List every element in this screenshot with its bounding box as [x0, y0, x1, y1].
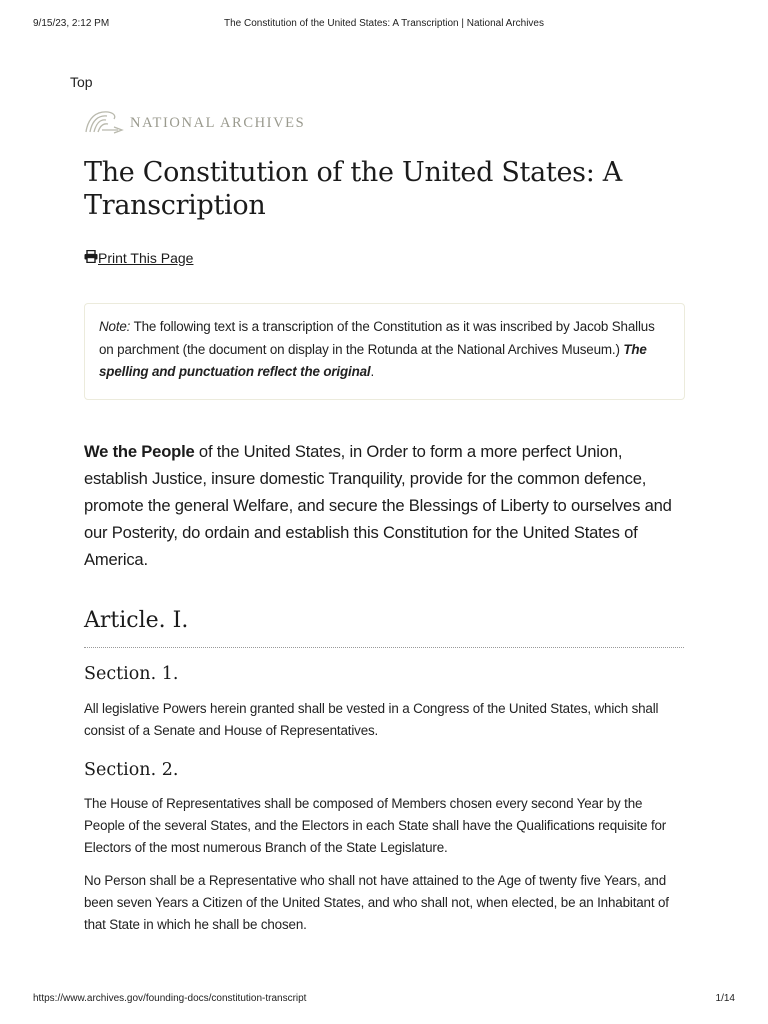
paragraph: No Person shall be a Representative who shall not have attained to the Age of twenty five Years, and been seven Years a Citizen of the United States, and who shall not, when elected, be an Inhabitant of that State in which he shall be chosen. [84, 873, 669, 932]
paragraph: The House of Representatives shall be composed of Members chosen every second Year by the People of the several States, and the Electors in each State shall have the Qualifications requisite for Electors of the most numerous Branch of the State Legislature. [84, 796, 667, 855]
preamble [84, 438, 684, 573]
print-footer-page: 1/14 [715, 993, 735, 1004]
print-link-label[interactable]: Print This Page [98, 250, 194, 266]
print-header-datetime: 9/15/23, 2:12 PM [33, 18, 110, 29]
print-this-page-link[interactable] [84, 250, 193, 266]
eagle-icon [84, 108, 128, 139]
paragraph: All legislative Powers herein granted shall be vested in a Congress of the United States, which shall consist of a Senate and House of Representatives. [84, 701, 659, 738]
preamble-text: of the United States, in Order to form a more perfect Union, establish Justice, insure domestic Tranquility, provide for the common defence, promote the general Welfare, and secure the Blessings of Liberty to ourselves and our Posterity, do ordain and establish this Constitution for the United States of America. [84, 442, 672, 569]
section-heading: Section. 1. [84, 664, 179, 684]
note-emphasis: The spelling and punctuation reflect the original [99, 341, 647, 379]
print-footer-url: https://www.archives.gov/founding-docs/constitution-transcript [33, 993, 307, 1004]
article-divider [84, 647, 684, 648]
note-label: Note: [99, 319, 131, 334]
national-archives-logo[interactable] [84, 108, 305, 139]
transcription-note [84, 303, 685, 400]
page-title: The Constitution of the United States: A Transcription [84, 157, 622, 221]
section-heading: Section. 2. [84, 760, 179, 780]
print-header-title: The Constitution of the United States: A Transcription | National Archives [224, 18, 544, 29]
top-link[interactable]: Top [70, 74, 93, 90]
note-end: . [370, 364, 375, 379]
preamble-lead: We the People [84, 442, 195, 461]
article-heading: Article. I. [84, 608, 189, 633]
note-text: The following text is a transcription of the Constitution as it was inscribed by Jacob Shallus on parchment (the document on display in the Rotunda at the National Archives Museum.) [99, 319, 655, 357]
logo-text: NATIONAL ARCHIVES [130, 115, 306, 131]
printer-icon [84, 250, 98, 266]
